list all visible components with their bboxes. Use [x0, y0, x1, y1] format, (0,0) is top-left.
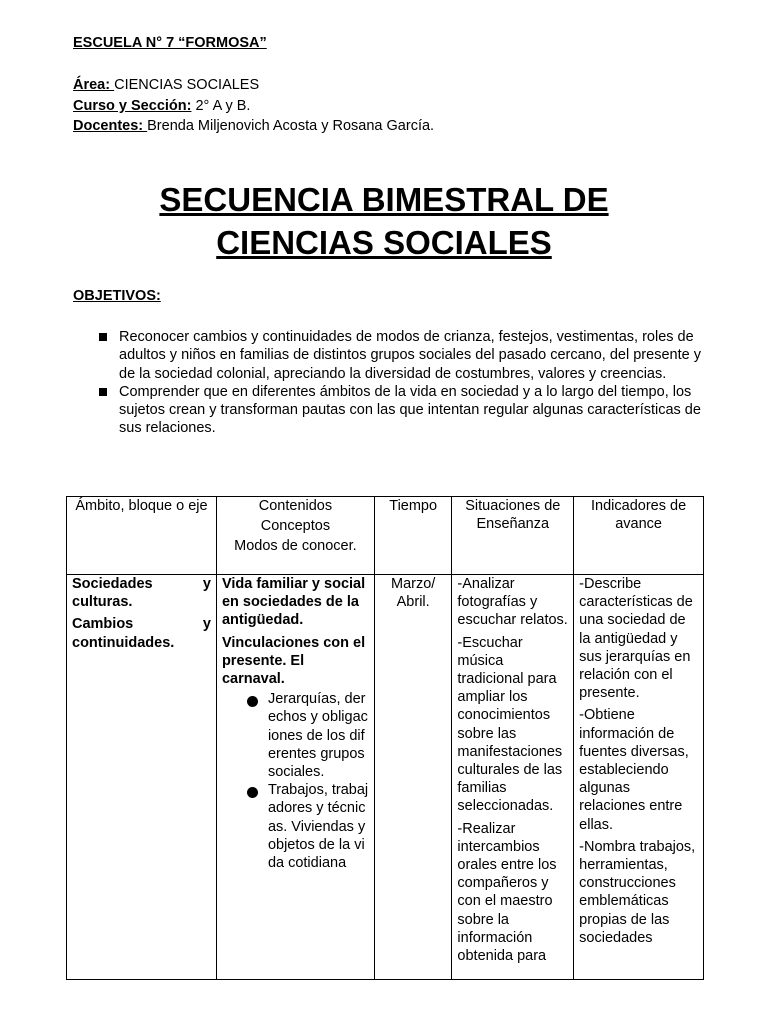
header-contenidos-c: Modos de conocer. — [234, 538, 357, 555]
contenido-text-2: Vinculaciones con el presente. El carnaval. — [221, 634, 366, 688]
docentes-line — [73, 117, 434, 135]
header-contenidos-a: Contenidos — [258, 498, 333, 514]
cell-ambito — [67, 575, 217, 980]
indicador-text: -Nombra trabajos, herramientas, construcciones emblemáticas propias de las sociedades — [579, 838, 696, 946]
curso-label: Curso y Sección: — [73, 98, 192, 114]
ambito-text-2: Cambios y continuidades. — [72, 616, 211, 651]
contenido-bullet-text: Jerarquías, derechos y obligaciones de los diferentes grupos sociales. — [267, 691, 368, 781]
page-title — [0, 178, 768, 264]
docentes-value: Brenda Miljenovich Acosta y Rosana García. — [147, 118, 435, 134]
area-line — [73, 76, 259, 94]
objetivos-list — [73, 328, 713, 438]
docentes-label: Docentes: — [73, 118, 148, 134]
curso-value: 2° A y B. — [191, 98, 251, 114]
school-name: ESCUELA N° 7 “FORMOSA” — [73, 35, 267, 51]
table-row — [67, 575, 704, 980]
header-tiempo: Tiempo — [374, 497, 451, 575]
list-item — [222, 781, 369, 872]
list-item — [222, 690, 369, 781]
situacion-text: -Analizar fotografías y escuchar relatos. — [457, 576, 568, 629]
ambito-text-1: Sociedades y culturas. — [72, 576, 211, 611]
cell-tiempo: Marzo/ Abril. — [374, 575, 451, 980]
title-line-2: CIENCIAS SOCIALES — [216, 224, 552, 261]
round-bullet-icon — [247, 787, 258, 798]
area-label: Área: — [73, 77, 115, 93]
contenido-text-1: Vida familiar y social en sociedades de la antigüedad. — [221, 576, 366, 629]
indicador-text: -Describe características de una sociedad de la antigüedad y sus jerarquías en relación con el presente. — [579, 576, 693, 702]
contenido-bullet-text: Trabajos, trabajadores y técnicas. Viviendas y objetos de la vida cotidiana — [267, 782, 369, 872]
indicador-text: -Obtiene información de fuentes diversas, estableciendo algunas relaciones entre ellas. — [579, 707, 689, 833]
header-contenidos — [216, 497, 374, 575]
header-situaciones: Situaciones de Enseñanza — [452, 497, 574, 575]
planning-table — [66, 496, 704, 980]
area-value: CIENCIAS SOCIALES — [114, 77, 260, 93]
header-indicadores: Indicadores de avance — [574, 497, 704, 575]
objetivo-text: Reconocer cambios y continuidades de modos de crianza, festejos, vestimentas, roles de adultos y niños en familias de distintos grupos sociales del pasado cercano, del presente y de la sociedad colonial, apreciando la diversidad de costumbres, valores y creencias. — [119, 329, 701, 382]
title-line-1: SECUENCIA BIMESTRAL DE — [159, 181, 609, 218]
objetivo-item — [73, 328, 713, 383]
cell-contenidos — [216, 575, 374, 980]
square-bullet-icon — [99, 333, 107, 341]
situacion-text: -Realizar intercambios orales entre los compañeros y con el maestro sobre la información obtenida para — [457, 820, 557, 965]
objetivo-item — [73, 383, 713, 438]
cell-indicadores — [574, 575, 704, 980]
table-header-row — [67, 497, 704, 575]
square-bullet-icon — [99, 388, 107, 396]
round-bullet-icon — [247, 696, 258, 707]
cell-situaciones — [452, 575, 574, 980]
curso-line — [73, 97, 250, 115]
header-contenidos-b: Conceptos — [260, 518, 331, 535]
contenido-bullets — [222, 690, 369, 872]
header-ambito: Ámbito, bloque o eje — [67, 497, 217, 575]
situacion-text: -Escuchar música tradicional para ampliar los conocimientos sobre las manifestaciones culturales de las familias seleccionadas. — [457, 634, 563, 815]
objetivos-label: OBJETIVOS: — [73, 288, 161, 304]
objetivo-text: Comprender que en diferentes ámbitos de la vida en sociedad y a lo largo del tiempo, los sujetos crean y transforman pautas con las que intentan regular algunas características de sus relaciones. — [119, 383, 701, 437]
